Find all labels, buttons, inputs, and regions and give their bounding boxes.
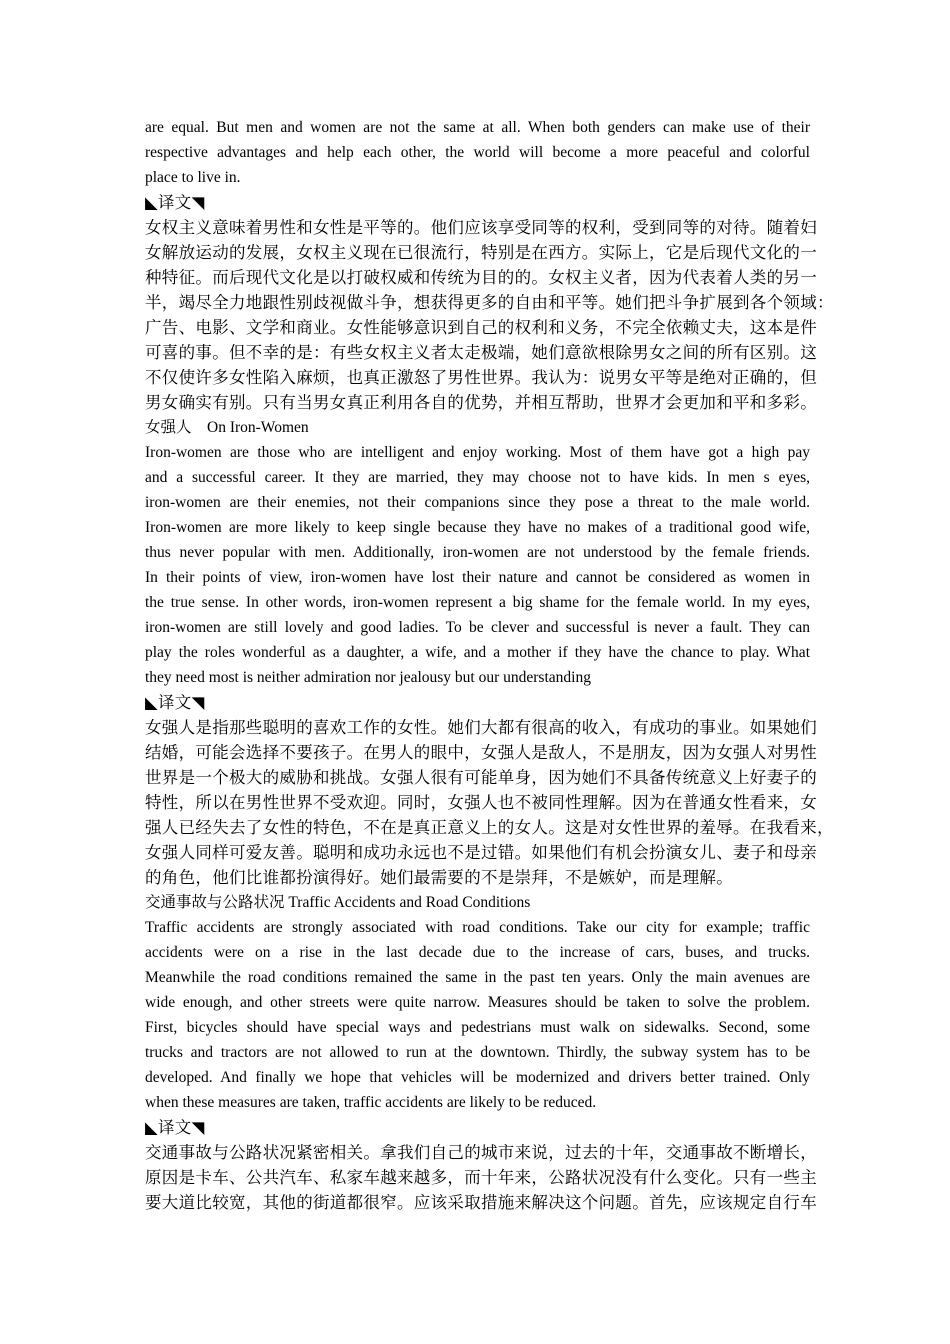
translation-line: 广告、电影、文学和商业。女性能够意识到自己的权利和义务，不完全依赖丈夫，这本是件 — [145, 318, 817, 337]
paragraph-line: play the roles wonderful as a daughter, a wife, and a mother if they have the chance to play. What — [145, 644, 810, 661]
paragraph-line: iron-women are still lovely and good ladies. To be clever and successful is never a fault. They can — [145, 619, 810, 636]
paragraph-line: First, bicycles should have special ways and pedestrians must walk on sidewalks. Second, some — [145, 1019, 810, 1036]
paragraph-line: Iron-women are more likely to keep single because they have no makes of a traditional good wife, — [145, 519, 810, 536]
paragraph-line: they need most is neither admiration nor jealousy but our understanding — [145, 669, 591, 686]
translation-marker: ◣译文◥ — [145, 693, 205, 712]
translation-line: 强人已经失去了女性的特色，不在是真正意义上的女人。这是对女性世界的羞辱。在我看来， — [145, 818, 834, 837]
translation-line: 男女确实有别。只有当男女真正利用各自的优势，并相互帮助，世界才会更加和平和多彩。 — [145, 393, 817, 412]
paragraph-line: place to live in. — [145, 169, 241, 186]
paragraph-line: are equal. But men and women are not the same at all. When both genders can make use of their — [145, 119, 810, 136]
translation-line: 的角色，他们比谁都扮演得好。她们最需要的不是崇拜，不是嫉妒，而是理解。 — [145, 868, 733, 887]
translation-line: 结婚，可能会选择不要孩子。在男人的眼中，女强人是敌人，不是朋友，因为女强人对男性 — [145, 743, 817, 762]
paragraph-line: and a successful career. It they are married, they may choose not to have kids. In men s eyes, — [145, 469, 810, 486]
paragraph-line: In their points of view, iron-women have lost their nature and cannot be considered as women in — [145, 569, 810, 586]
paragraph-line: thus never popular with men. Additionally, iron-women are not understood by the female friends. — [145, 544, 810, 561]
paragraph-line: Iron-women are those who are intelligent and enjoy working. Most of them have got a high pay — [145, 444, 810, 461]
translation-marker: ◣译文◥ — [145, 193, 205, 212]
section-heading: 交通事故与公路状况 Traffic Accidents and Road Conditions — [145, 894, 531, 911]
paragraph-line: Meanwhile the road conditions remained the same in the past ten years. Only the main avenues are — [145, 969, 810, 986]
translation-line: 女解放运动的发展，女权主义现在已很流行，特别是在西方。实际上，它是后现代文化的一 — [145, 243, 817, 262]
paragraph-line: trucks and tractors are not allowed to run at the downtown. Thirdly, the subway system has to be — [145, 1044, 810, 1061]
paragraph-line: wide enough, and other streets were quite narrow. Measures should be taken to solve the problem. — [145, 994, 810, 1011]
translation-line: 种特征。而后现代文化是以打破权威和传统为目的的。女权主义者，因为代表着人类的另一 — [145, 268, 817, 287]
translation-marker: ◣译文◥ — [145, 1118, 205, 1137]
translation-line: 女强人是指那些聪明的喜欢工作的女性。她们大都有很高的收入，有成功的事业。如果她们 — [145, 718, 817, 737]
translation-line: 女强人同样可爱友善。聪明和成功永远也不是过错。如果他们有机会扮演女儿、妻子和母亲 — [145, 843, 817, 862]
paragraph-line: developed. And finally we hope that vehicles will be modernized and drivers better trained. Only — [145, 1069, 810, 1086]
translation-line: 女权主义意味着男性和女性是平等的。他们应该享受同等的权利，受到同等的对待。随着妇 — [145, 218, 817, 237]
section-heading: 女强人 On Iron-Women — [145, 419, 309, 436]
paragraph-line: Traffic accidents are strongly associated with road conditions. Take our city for example; traffic — [145, 919, 810, 936]
translation-line: 要大道比较宽，其他的街道都很窄。应该采取措施来解决这个问题。首先，应该规定自行车 — [145, 1193, 817, 1212]
translation-line: 原因是卡车、公共汽车、私家车越来越多，而十年来，公路状况没有什么变化。只有一些主 — [145, 1168, 817, 1187]
translation-line: 交通事故与公路状况紧密相关。拿我们自己的城市来说，过去的十年，交通事故不断增长， — [145, 1143, 817, 1162]
translation-line: 半，竭尽全力地跟性别歧视做斗争，想获得更多的自由和平等。她们把斗争扩展到各个领域： — [145, 293, 834, 312]
translation-line: 不仅使许多女性陷入麻烦，也真正激怒了男性世界。我认为：说男女平等是绝对正确的，但 — [145, 368, 817, 387]
paragraph-line: iron-women are their enemies, not their companions since they pose a threat to the male world. — [145, 494, 810, 511]
paragraph-line: respective advantages and help each other, the world will become a more peaceful and colorful — [145, 144, 810, 161]
translation-line: 世界是一个极大的威胁和挑战。女强人很有可能单身，因为她们不具备传统意义上好妻子的 — [145, 768, 817, 787]
translation-line: 可喜的事。但不幸的是：有些女权主义者太走极端，她们意欲根除男女之间的所有区别。这 — [145, 343, 817, 362]
paragraph-line: the true sense. In other words, iron-women represent a big shame for the female world. In my eyes, — [145, 594, 810, 611]
paragraph-line: accidents were on a rise in the last decade due to the increase of cars, buses, and trucks. — [145, 944, 810, 961]
paragraph-line: when these measures are taken, traffic accidents are likely to be reduced. — [145, 1094, 597, 1111]
translation-line: 特性，所以在男性世界不受欢迎。同时，女强人也不被同性理解。因为在普通女性看来，女 — [145, 793, 817, 812]
